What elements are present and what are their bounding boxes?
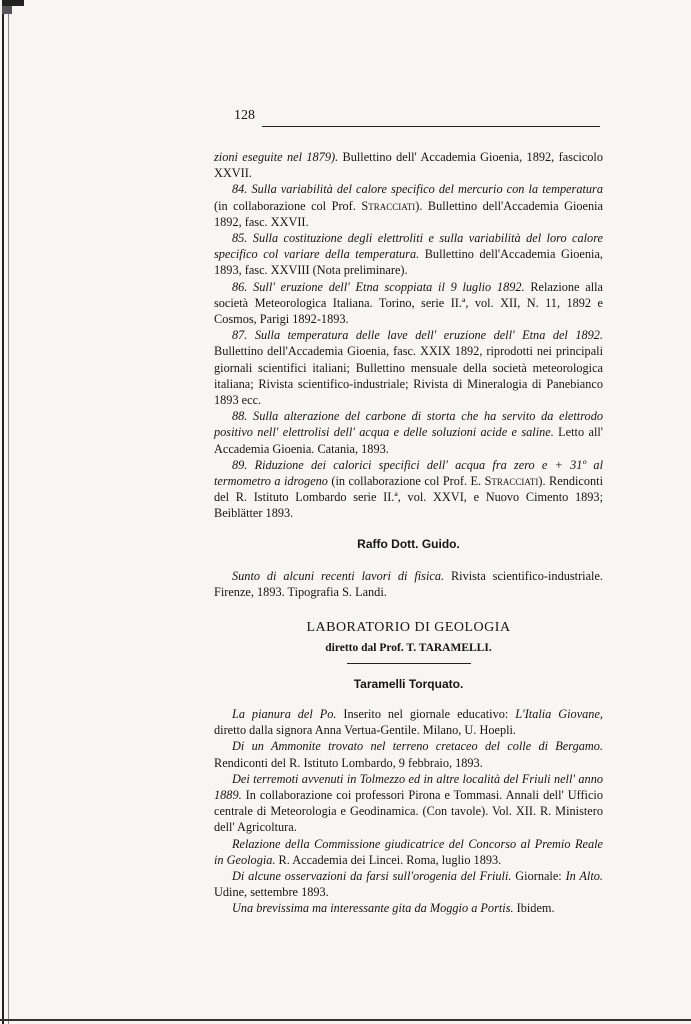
entry-text: Giornale: [511, 868, 566, 883]
scan-edge-left [2, 0, 4, 1024]
entry-text: R. Accademia dei Lincei. Roma, luglio 1893. [275, 852, 502, 867]
entry-text: Udine, settembre 1893. [214, 885, 329, 900]
journal-title: In Alto. [565, 868, 603, 883]
entry-title: Di un Ammonite trovato nel terreno cretaceo del colle di Bergamo. [232, 739, 603, 754]
entry-85 [214, 230, 603, 279]
entry-title: Sunto di alcuni recenti lavori di fisica. [232, 568, 445, 583]
page-number: 128 [234, 108, 255, 123]
entry-title: 89. Riduzione dei calorici specifici dell' acqua fra zero e + 31º al termometro a idrogeno [214, 457, 603, 489]
entry-title: 87. Sulla temperatura delle lave dell' eruzione dell' Etna del 1892. [232, 328, 603, 343]
scan-edge-bottom [0, 1019, 691, 1021]
entry-text: Rivista scientifico-industriale. Firenze, 1893. Tipografia S. Landi. [214, 568, 603, 600]
entry-raffo [214, 568, 603, 600]
entry-text: Letto all' Accademia Gioenia. Catania, 1893. [214, 425, 603, 456]
entry-taramelli-4 [214, 836, 603, 868]
entry-title: 85. Sulla costituzione degli elettroliti e sulla variabilità del loro calore specifico col variare della temperatura. [214, 231, 603, 262]
collaborator-name: Stracciati [361, 198, 416, 213]
author-heading-raffo: Raffo Dott. Guido. [357, 536, 460, 551]
entry-title: 86. Sull' eruzione dell' Etna scoppiata il 9 luglio 1892. [232, 279, 525, 294]
entry-taramelli-6 [214, 900, 603, 916]
entry-title: La pianura del Po. [232, 706, 337, 721]
entry-taramelli-3 [214, 771, 603, 836]
entry-text: (in collaborazione col Prof. [214, 198, 362, 213]
entry-text: Inserito nel giornale educativo: [336, 706, 516, 721]
entry-title: Relazione della Commissione giudicatrice del Concorso al Premio Reale in Geologia. [214, 836, 603, 867]
section-rule [347, 663, 471, 664]
section-title: LABORATORIO DI GEOLOGIA [306, 620, 511, 636]
entry-taramelli-1 [214, 706, 603, 738]
entry-title: Dei terremoti avvenuti in Tolmezzo ed in altre località del Friuli nell' anno 1889. [214, 771, 603, 802]
journal-title: L'Italia Giovane, [515, 706, 603, 721]
scan-edge-left-inner [8, 0, 9, 1024]
section-subtitle: diretto dal Prof. T. TARAMELLI. [325, 642, 492, 655]
entry-continuation [214, 149, 603, 181]
entry-text: Bullettino dell'Accademia Gioenia, 1893, fasc. XXVIII (Nota preliminare). [214, 247, 603, 278]
entry-title: 84. Sulla variabilità del calore specifico del mercurio con la temperatura [232, 182, 603, 197]
entry-title: Di alcune osservazioni da farsi sull'orogenia del Friuli. [232, 868, 512, 883]
entry-text: Relazione alla società Meteorologica Italiana. Torino, serie II.ª, vol. XII, N. 11, 1892 e Cosmos, Parigi 1892-1893. [214, 279, 604, 327]
entry-text: Bullettino dell' Accademia Gioenia, 1892, fascicolo XXVII. [214, 150, 603, 181]
header-rule [262, 126, 600, 127]
page-header [214, 108, 600, 132]
entry-88 [214, 408, 603, 457]
entry-86 [214, 279, 603, 328]
entry-84 [214, 181, 603, 230]
entry-title: Una brevissima ma interessante gita da Moggio a Portis. [232, 901, 514, 916]
entry-text: Bullettino dell'Accademia Gioenia, fasc. XXIX 1892, riprodotti nei principali giornali scientifici italiani; Bullettino mensuale della società meteorologica italiana; Rivista scientifico-industriale; Rivista di Mineralogia di Panebianco 1893 ecc. [214, 344, 603, 408]
entry-taramelli-2 [214, 738, 603, 770]
entry-text: ). Bullettino dell'Accademia Gioenia 1892, fasc. XXVII. [214, 198, 603, 229]
entry-89 [214, 457, 603, 522]
entry-87 [214, 327, 603, 408]
page-body [214, 149, 603, 917]
entry-text: diretto dalla signora Anna Vertua-Gentile. Milano, U. Hoepli. [214, 723, 516, 738]
entry-title: 88. Sulla alterazione del carbone di storta che ha servito da elettrodo positivo nell' elettrolisi dell' acqua e delle soluzioni acide e saline. [214, 409, 603, 440]
entry-title: zioni eseguite nel 1879). [214, 150, 339, 164]
entry-text: In collaborazione coi professori Pirona e Tommasi. Annali dell' Ufficio centrale di Meteorologia e Geodinamica. (Con tavole). Vol. XII. R. Ministero dell' Agricoltura. [214, 787, 603, 835]
entry-text: Rendiconti del R. Istituto Lombardo, 9 febbraio, 1893. [214, 755, 483, 770]
collaborator-name: Stracciati [484, 474, 539, 489]
scan-corner-mark-lower [2, 6, 12, 14]
entry-text: ). Rendiconti del R. Istituto Lombardo serie II.ª, vol. XXVI, e Nuovo Cimento 1893; Beiblätter 1893. [214, 474, 603, 521]
entry-text: (in collaborazione col Prof. E. [327, 474, 485, 489]
author-heading-taramelli: Taramelli Torquato. [353, 676, 464, 691]
entry-taramelli-5 [214, 868, 603, 900]
entry-text: Ibidem. [513, 901, 555, 916]
